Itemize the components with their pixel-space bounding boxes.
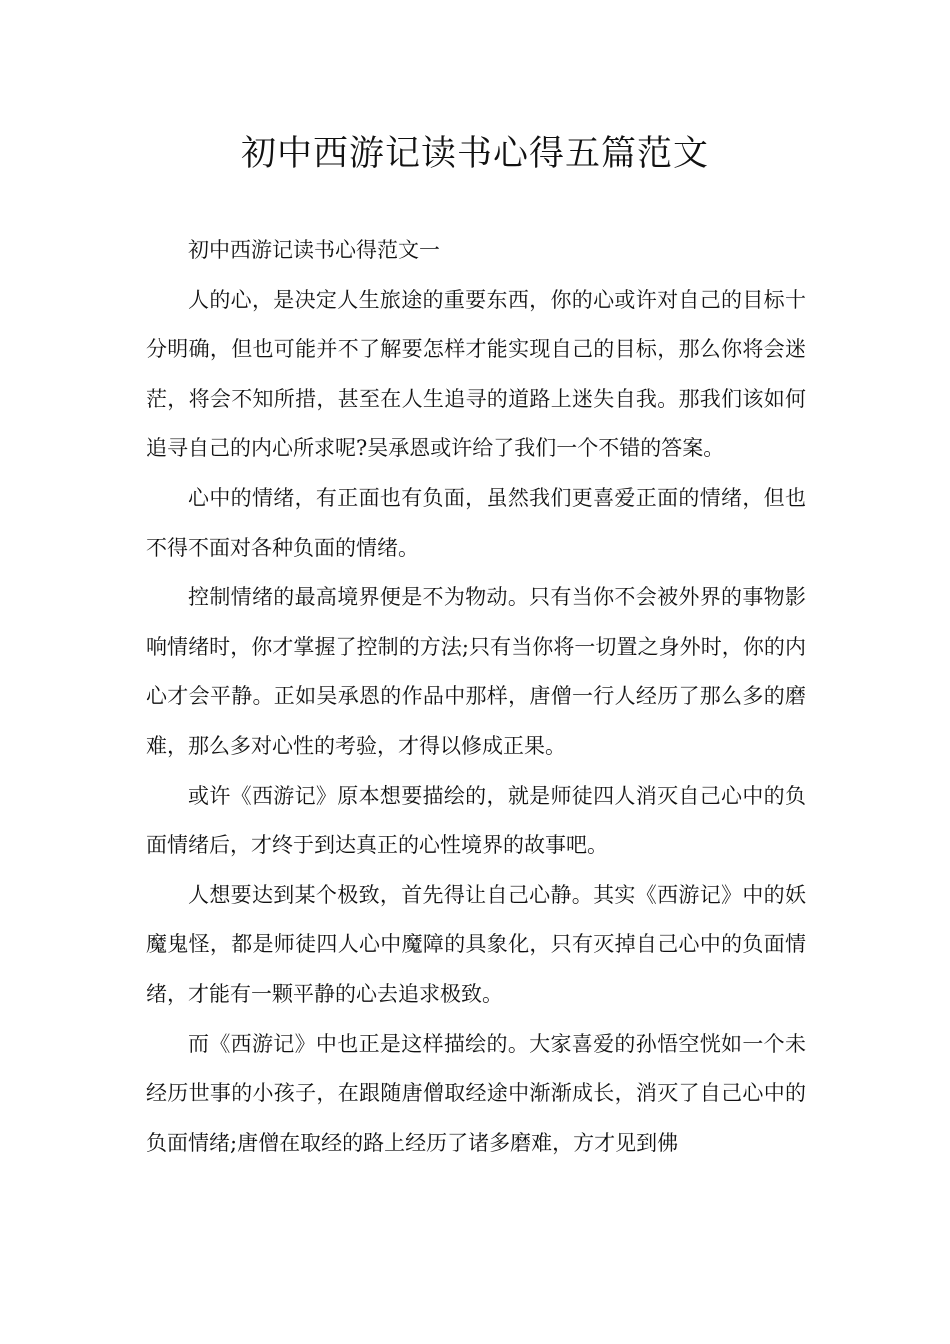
paragraph: 人的心，是决定人生旅途的重要东西，你的心或许对自己的目标十分明确，但也可能并不了解要怎样才能实现自己的目标，那么你将会迷茫，将会不知所措，甚至在人生追寻的道路上迷失自我。那我们该如何追寻自己的内心所求呢?吴承恩或许给了我们一个不错的答案。: [146, 287, 806, 461]
section-heading: 初中西游记读书心得范文一: [188, 238, 440, 262]
paragraph: 控制情绪的最高境界便是不为物动。只有当你不会被外界的事物影响情绪时，你才掌握了控制的方法;只有当你将一切置之身外时，你的内心才会平静。正如吴承恩的作品中那样，唐僧一行人经历了那么多的磨难，那么多对心性的考验，才得以修成正果。: [146, 585, 806, 758]
document-body: [146, 226, 806, 1168]
paragraph: 人想要达到某个极致，首先得让自己心静。其实《西游记》中的妖魔鬼怪，都是师徒四人心中魔障的具象化，只有灭掉自己心中的负面情绪，才能有一颗平静的心去追求极致。: [146, 882, 806, 1006]
paragraph: 而《西游记》中也正是这样描绘的。大家喜爱的孙悟空恍如一个未经历世事的小孩子，在跟随唐僧取经途中渐渐成长，消灭了自己心中的负面情绪;唐僧在取经的路上经历了诸多磨难，方才见到佛: [146, 1031, 806, 1155]
paragraph: 或许《西游记》原本想要描绘的，就是师徒四人消灭自己心中的负面情绪后，才终于到达真正的心性境界的故事吧。: [146, 783, 806, 858]
document-title: 初中西游记读书心得五篇范文: [240, 134, 709, 174]
paragraph: 心中的情绪，有正面也有负面，虽然我们更喜爱正面的情绪，但也不得不面对各种负面的情绪。: [146, 485, 806, 560]
